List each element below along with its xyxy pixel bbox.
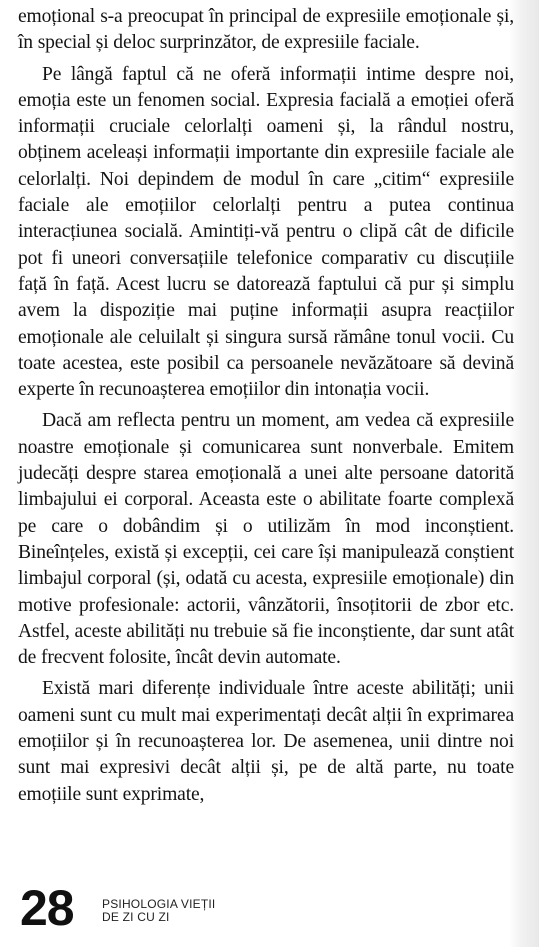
paragraph-2: Pe lângă faptul că ne oferă informații intime despre noi, emoția este un fenomen social. Expresia facială a emoției oferă informații cruciale celorlalți oameni și, la rândul nostru, obținem aceleași informații importante din expresiile faciale ale celorlalți. Noi depindem de modul în care „citim“ expresiile faciale ale emoțiilor celorlalți pentru a putea continua interacțiunea socială. Amintiți-vă pentru o clipă cât de dificile pot fi uneori conversațiile telefonice comparativ cu discuțiile față în față. Acest lucru se datorează faptului că pur și simplu avem la dispoziție mai puține informații asupra reacțiilor emoționale ale celuilalt și singura sursă rămâne tonul vocii. Cu toate acestea, este posibil ca persoanele nevăzătoare să devină experte în recunoașterea emoțiilor din intonația vocii. xyxy=(18,63,514,401)
running-title-line-1: PSIHOLOGIA VIEȚII xyxy=(102,897,216,911)
running-title-line-2: DE ZI CU ZI xyxy=(102,910,170,924)
paragraph-1: emoțional s-a preocupat în principal de expresiile emoționale și, în special și deloc surprinzător, de expresiile faciale. xyxy=(18,6,514,54)
paragraph-4: Există mari diferențe individuale între aceste abilități; unii oameni sunt cu mult mai experimentați decât alții în exprimarea emoțiilor și în recunoașterea lor. De asemenea, unii dintre noi sunt mai expresivi decât alții și, pe de altă parte, nu toate emoțiile sunt exprimate, xyxy=(18,678,514,805)
paragraph-3: Dacă am reflecta pentru un moment, am vedea că expresiile noastre emoționale și comunicarea sunt nonverbale. Emitem judecăți despre starea emoțională a unei alte persoane datorită limbajului ei corporal. Aceasta este o abilitate foarte complexă pe care o dobândim și o utilizăm în mod inconștient. Bineînțeles, există și excepții, cei care își manipulează conștient limbajul corporal (și, odată cu acesta, expresiile emoționale) din motive profesionale: actorii, vânzătorii, însoțitorii de zbor etc. Astfel, aceste abilități nu trebuie să fie inconștiente, dar sunt atât de frecvent folosite, încât devin automate. xyxy=(18,410,514,669)
page-footer xyxy=(20,880,500,940)
running-title xyxy=(102,898,215,924)
body-text xyxy=(18,4,514,813)
page-number: 28 xyxy=(20,880,74,936)
